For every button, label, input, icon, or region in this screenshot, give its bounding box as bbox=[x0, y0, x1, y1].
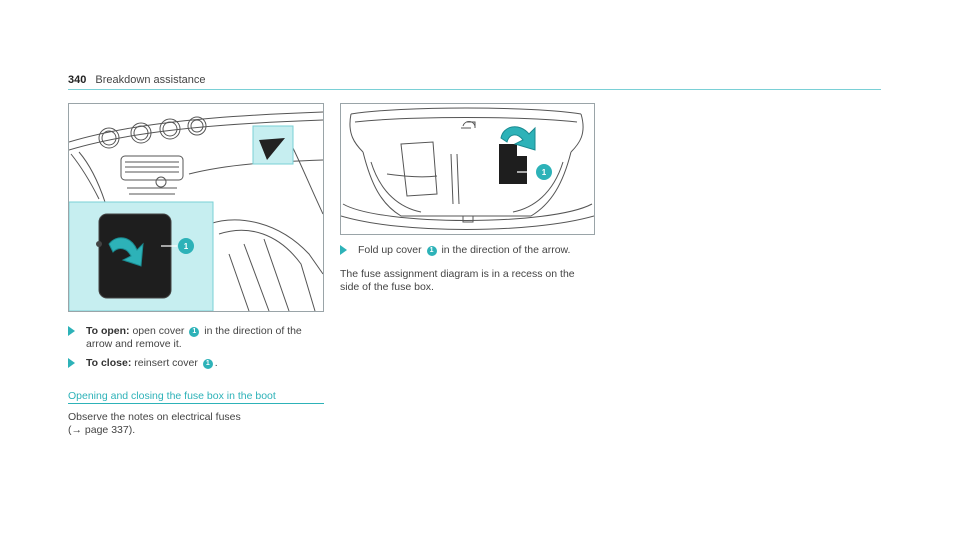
step-text-tail: . bbox=[214, 357, 218, 369]
step-fold-up bbox=[340, 244, 596, 257]
callout-badge: 1 bbox=[427, 246, 437, 256]
step-close bbox=[68, 357, 324, 370]
fuse-diagram-note bbox=[340, 268, 600, 294]
figure-dashboard-fuse-cover bbox=[68, 103, 324, 312]
callout-badge: 1 bbox=[189, 327, 199, 337]
page-reference-link[interactable]: (→ page 337). bbox=[68, 424, 136, 436]
step-arrow-icon bbox=[68, 326, 75, 336]
page-number: 340 bbox=[68, 74, 87, 86]
step-text-tail: in the direction of the arrow and remove it. bbox=[86, 325, 302, 350]
step-label: To open: bbox=[86, 325, 130, 337]
callout-badge: 1 bbox=[203, 359, 213, 369]
page-header bbox=[68, 74, 205, 86]
callout-1: 1 bbox=[541, 168, 547, 177]
header-divider bbox=[68, 89, 881, 90]
step-text: open cover bbox=[132, 325, 185, 337]
observe-line-1: Observe the notes on electrical fuses bbox=[68, 411, 241, 423]
section-header-title: Breakdown assistance bbox=[95, 74, 206, 86]
step-text: reinsert cover bbox=[134, 357, 198, 369]
step-open bbox=[68, 325, 324, 351]
step-label: To close: bbox=[86, 357, 132, 369]
step-arrow-icon bbox=[340, 245, 347, 255]
step-arrow-icon bbox=[68, 358, 75, 368]
observe-note bbox=[68, 411, 324, 437]
section-underline bbox=[68, 403, 324, 404]
step-text-tail: in the direction of the arrow. bbox=[441, 244, 571, 256]
dashboard-illustration bbox=[69, 104, 323, 311]
boot-illustration bbox=[341, 104, 594, 234]
note-line-2: side of the fuse box. bbox=[340, 281, 434, 293]
callout-1: 1 bbox=[183, 242, 189, 251]
figure-boot-fuse-box bbox=[340, 103, 595, 235]
section-heading: Opening and closing the fuse box in the boot bbox=[68, 390, 276, 402]
note-line-1: The fuse assignment diagram is in a recess on the bbox=[340, 268, 575, 280]
step-text: Fold up cover bbox=[358, 244, 422, 256]
